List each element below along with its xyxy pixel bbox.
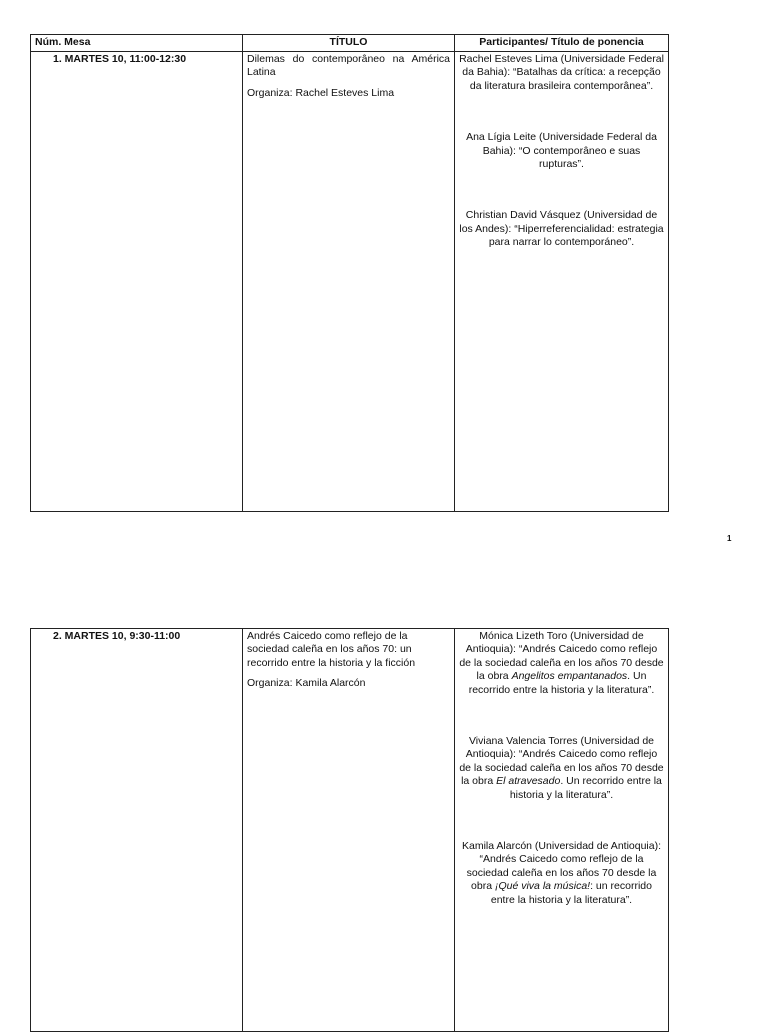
participant-text: Viviana Valencia Torres (Universidad de Antioquia): “Andrés Caicedo como reflejo de la sociedad caleña en los años 70 desde la obra	[459, 735, 664, 788]
participant-entry	[459, 735, 664, 802]
mesa-title-cell	[243, 629, 455, 1032]
participant-entry	[459, 840, 664, 907]
table-row	[31, 629, 669, 1032]
mesa-organizer: Organiza: Kamila Alarcón	[247, 677, 366, 690]
participants-cell	[455, 52, 669, 512]
mesa-title: Andrés Caicedo como reflejo de la sociedad caleña en los años 70: un recorrido entre la historia y la ficción	[247, 630, 416, 669]
participant-entry: Christian David Vásquez (Universidad de los Andes): “Hiperreferencialidad: estrategia para narrar lo contemporáneo”.	[459, 209, 664, 249]
work-title: El atravesado	[496, 775, 561, 788]
header-num-mesa: Núm. Mesa	[31, 35, 243, 52]
participant-text: Kamila Alarcón (Universidad de Antioquia): “Andrés Caicedo como reflejo de la sociedad caleña en los años 70 desde la obra	[461, 840, 662, 893]
header-participantes: Participantes/ Título de ponencia	[455, 35, 669, 52]
participant-entry: Rachel Esteves Lima (Universidade Federal da Bahia): “Batalhas da crítica: a recepção da literatura brasileira contemporânea”.	[459, 53, 664, 92]
table-row	[31, 52, 669, 512]
mesa-title: Dilemas do contemporâneo na América Latina	[247, 53, 450, 79]
participant-text: . Un recorrido entre la historia y la literatura”.	[468, 670, 655, 696]
mesa-title-cell	[243, 52, 455, 512]
schedule-table-2	[30, 628, 669, 1032]
participant-entry: Ana Lígia Leite (Universidade Federal da Bahia): “O contemporâneo e suas rupturas”.	[466, 131, 657, 171]
schedule-table-1	[30, 34, 669, 512]
header-titulo: TÍTULO	[243, 35, 455, 52]
mesa-number: 1. MARTES 10, 11:00-12:30	[31, 52, 243, 512]
mesa-number: 2. MARTES 10, 9:30-11:00	[31, 629, 243, 1032]
participants-cell	[455, 629, 669, 1032]
page-number: 1	[727, 534, 732, 543]
participant-text: . Un recorrido entre la historia y la literatura”.	[509, 775, 662, 801]
header-row	[31, 35, 669, 52]
participant-text: : un recorrido entre la historia y la literatura”.	[490, 880, 652, 906]
mesa-organizer: Organiza: Rachel Esteves Lima	[247, 86, 395, 99]
work-title: Angelitos empantanados	[511, 670, 628, 683]
participant-entry	[459, 630, 664, 697]
work-title: ¡Qué viva la música!	[494, 880, 591, 893]
participant-text: Mónica Lizeth Toro (Universidad de Antioquia): “Andrés Caicedo como reflejo de la sociedad caleña en los años 70 desde la obra	[459, 630, 664, 683]
